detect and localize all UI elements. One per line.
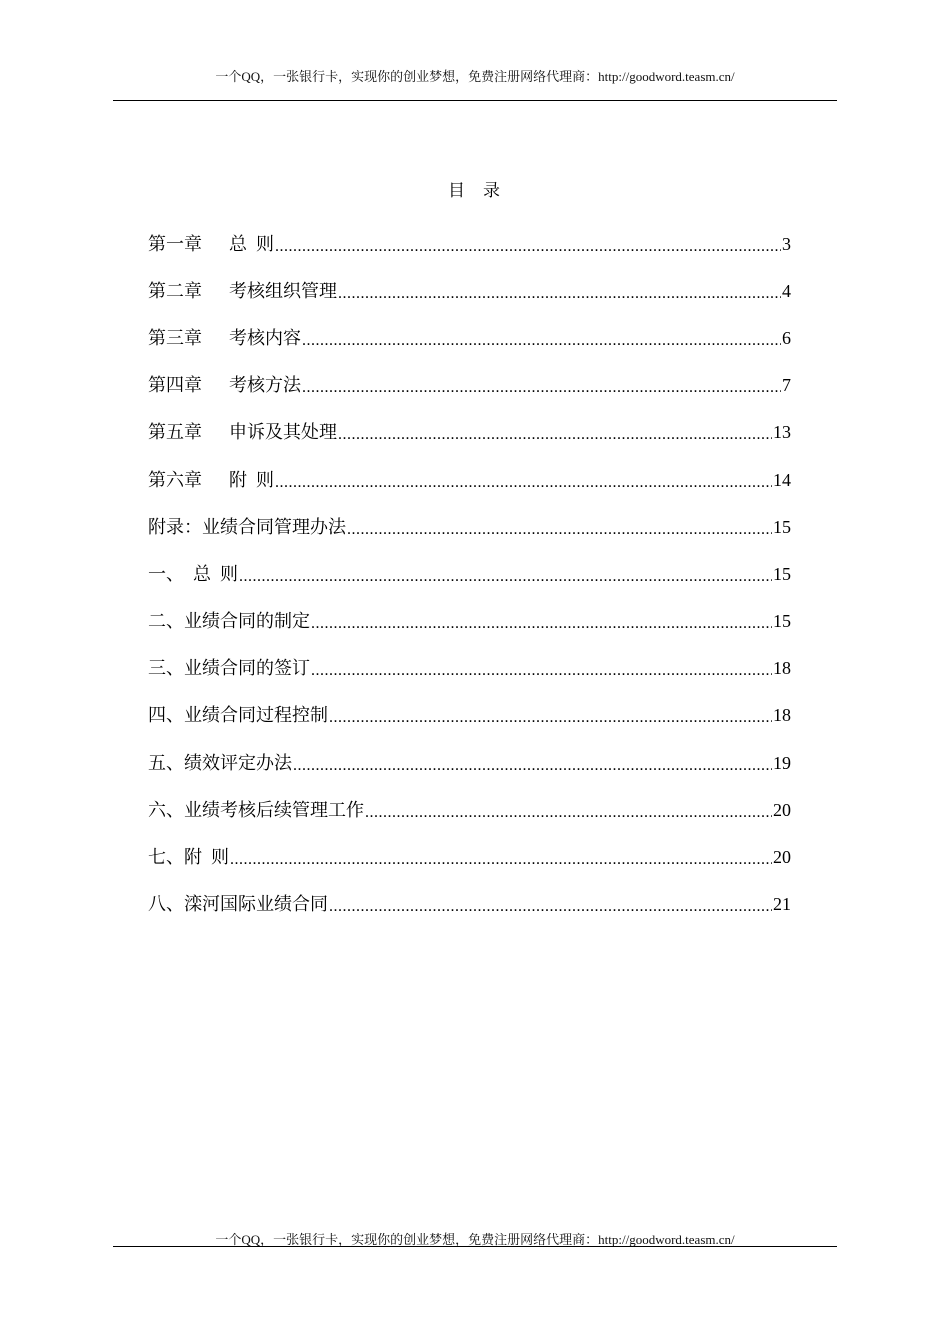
toc-entry-page: 4 (782, 280, 791, 301)
toc-entry-page: 14 (773, 469, 791, 490)
toc-entry-label: 六、业绩考核后续管理工作 (148, 799, 364, 820)
toc-leader-dots (338, 419, 772, 449)
toc-leader-dots (230, 844, 772, 874)
page-footer: 一个QQ，一张银行卡，实现你的创业梦想，免费注册网络代理商：http://goodword.teasm.cn/ (215, 1232, 735, 1247)
toc-entry[interactable] (148, 692, 791, 739)
toc-entry-page: 19 (773, 752, 791, 773)
toc-entry-page: 21 (773, 894, 791, 915)
toc-entry[interactable] (148, 503, 791, 550)
toc-entry-label: 第二章 考核组织管理 (148, 280, 337, 301)
toc-title-char-1: 目 (448, 181, 467, 200)
toc-entry[interactable] (148, 362, 791, 409)
footer-divider (113, 1246, 837, 1247)
toc-title-char-2: 录 (483, 181, 502, 200)
toc-entry[interactable] (148, 786, 791, 833)
toc-entry[interactable] (148, 267, 791, 314)
toc-entry-label: 第五章 申诉及其处理 (148, 422, 337, 443)
toc-entry[interactable] (148, 881, 791, 928)
toc-entry[interactable] (148, 409, 791, 456)
toc-leader-dots (329, 702, 772, 732)
toc-leader-dots (311, 608, 772, 638)
toc-entry-label: 五、绩效评定办法 (148, 752, 292, 773)
toc-leader-dots (347, 514, 772, 544)
toc-entry-page: 6 (782, 327, 791, 348)
toc-title (0, 176, 950, 201)
toc-entry-label: 三、业绩合同的签订 (148, 658, 310, 679)
toc-entry[interactable] (148, 550, 791, 597)
page-header: 一个QQ，一张银行卡，实现你的创业梦想，免费注册网络代理商：http://goodword.teasm.cn/ (215, 69, 735, 84)
toc-entry-label: 第六章 附 则 (148, 469, 274, 490)
toc-entry-page: 15 (773, 516, 791, 537)
toc-leader-dots (329, 891, 772, 921)
toc-entry-page: 20 (773, 847, 791, 868)
toc-entry-label: 附录：业绩合同管理办法 (148, 516, 346, 537)
toc-entry-label: 第四章 考核方法 (148, 375, 301, 396)
toc-leader-dots (239, 561, 772, 591)
toc-leader-dots (302, 372, 781, 402)
toc-entry[interactable] (148, 598, 791, 645)
toc-leader-dots (311, 655, 772, 685)
toc-entry-page: 18 (773, 658, 791, 679)
toc-entry[interactable] (148, 739, 791, 786)
toc-entry-page: 15 (773, 611, 791, 632)
toc-entry-label: 七、附 则 (148, 847, 229, 868)
toc-entry-label: 第一章 总 则 (148, 233, 274, 254)
toc-entry-page: 3 (782, 233, 791, 254)
toc-entry-page: 13 (773, 422, 791, 443)
toc-entry-label: 八、滦河国际业绩合同 (148, 894, 328, 915)
toc-entry-page: 20 (773, 799, 791, 820)
toc-leader-dots (293, 750, 772, 780)
toc-leader-dots (365, 797, 772, 827)
toc-leader-dots (338, 278, 781, 308)
table-of-contents (148, 220, 791, 928)
toc-leader-dots (302, 325, 781, 355)
toc-entry[interactable] (148, 645, 791, 692)
toc-entry-page: 15 (773, 563, 791, 584)
toc-entry[interactable] (148, 833, 791, 880)
toc-entry-label: 一、 总 则 (148, 563, 238, 584)
toc-leader-dots (275, 467, 772, 497)
toc-entry[interactable] (148, 314, 791, 361)
toc-leader-dots (275, 231, 781, 261)
toc-entry-page: 7 (782, 375, 791, 396)
toc-entry[interactable] (148, 456, 791, 503)
toc-entry-label: 四、业绩合同过程控制 (148, 705, 328, 726)
toc-entry-label: 二、业绩合同的制定 (148, 611, 310, 632)
toc-entry-label: 第三章 考核内容 (148, 327, 301, 348)
toc-entry-page: 18 (773, 705, 791, 726)
toc-entry[interactable] (148, 220, 791, 267)
header-divider (113, 100, 837, 101)
